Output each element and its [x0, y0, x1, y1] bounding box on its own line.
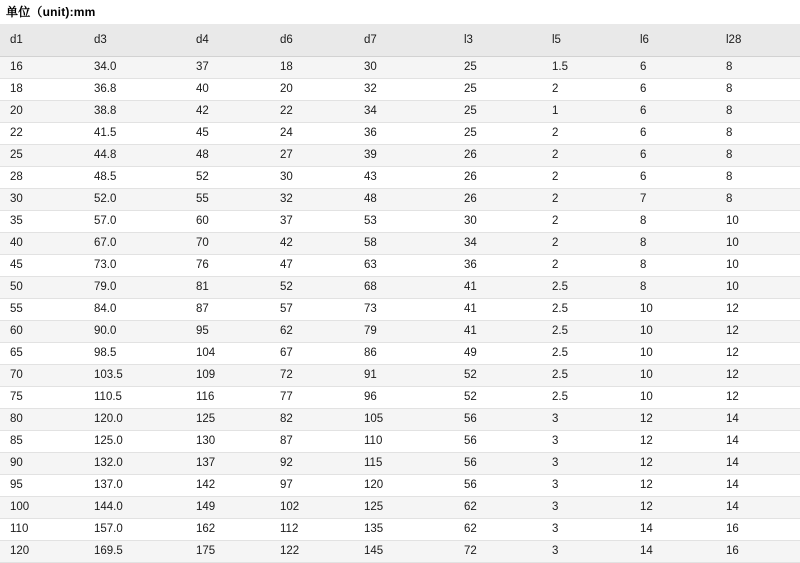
table-cell: 67	[270, 343, 354, 365]
table-cell: 30	[454, 211, 542, 233]
table-row	[0, 167, 800, 189]
table-cell: 12	[716, 321, 800, 343]
table-cell: 72	[270, 365, 354, 387]
table-body	[0, 57, 800, 563]
table-cell: 109	[186, 365, 270, 387]
table-cell: 145	[354, 541, 454, 563]
table-cell: 62	[454, 497, 542, 519]
table-cell: 169.5	[84, 541, 186, 563]
table-cell: 52.0	[84, 189, 186, 211]
table-cell: 2.5	[542, 365, 630, 387]
table-cell: 12	[630, 431, 716, 453]
table-cell: 6	[630, 123, 716, 145]
table-cell: 3	[542, 475, 630, 497]
table-cell: 40	[0, 233, 84, 255]
table-cell: 10	[716, 277, 800, 299]
table-cell: 8	[716, 145, 800, 167]
table-cell: 3	[542, 453, 630, 475]
table-cell: 12	[716, 299, 800, 321]
table-cell: 14	[630, 541, 716, 563]
table-cell: 87	[270, 431, 354, 453]
table-cell: 75	[0, 387, 84, 409]
table-cell: 41	[454, 321, 542, 343]
table-cell: 110	[354, 431, 454, 453]
table-cell: 38.8	[84, 101, 186, 123]
table-cell: 10	[716, 233, 800, 255]
table-cell: 22	[0, 123, 84, 145]
table-cell: 52	[186, 167, 270, 189]
table-row	[0, 365, 800, 387]
table-row	[0, 233, 800, 255]
table-header	[0, 24, 800, 57]
table-cell: 2	[542, 145, 630, 167]
table-row	[0, 453, 800, 475]
table-row	[0, 431, 800, 453]
table-cell: 25	[454, 101, 542, 123]
table-row	[0, 387, 800, 409]
table-cell: 8	[716, 189, 800, 211]
table-cell: 32	[270, 189, 354, 211]
table-cell: 1.5	[542, 57, 630, 79]
table-cell: 2	[542, 233, 630, 255]
table-cell: 157.0	[84, 519, 186, 541]
table-cell: 125	[186, 409, 270, 431]
table-cell: 60	[186, 211, 270, 233]
table-cell: 14	[716, 453, 800, 475]
table-cell: 39	[354, 145, 454, 167]
column-header-d4: d4	[186, 24, 270, 57]
table-cell: 56	[454, 409, 542, 431]
table-cell: 18	[270, 57, 354, 79]
table-cell: 12	[716, 343, 800, 365]
table-cell: 34.0	[84, 57, 186, 79]
table-cell: 12	[630, 475, 716, 497]
table-cell: 52	[454, 365, 542, 387]
table-row	[0, 277, 800, 299]
table-cell: 10	[630, 365, 716, 387]
table-row	[0, 211, 800, 233]
table-cell: 28	[0, 167, 84, 189]
table-cell: 125	[354, 497, 454, 519]
table-cell: 96	[354, 387, 454, 409]
table-cell: 95	[0, 475, 84, 497]
table-cell: 36	[454, 255, 542, 277]
column-header-d3: d3	[84, 24, 186, 57]
table-cell: 32	[354, 79, 454, 101]
table-row	[0, 57, 800, 79]
column-header-d1: d1	[0, 24, 84, 57]
specification-table	[0, 24, 800, 563]
table-cell: 3	[542, 541, 630, 563]
table-cell: 3	[542, 497, 630, 519]
table-cell: 41	[454, 277, 542, 299]
table-row	[0, 409, 800, 431]
table-row	[0, 189, 800, 211]
table-cell: 43	[354, 167, 454, 189]
table-cell: 10	[716, 255, 800, 277]
table-cell: 112	[270, 519, 354, 541]
table-cell: 135	[354, 519, 454, 541]
table-cell: 2.5	[542, 299, 630, 321]
table-cell: 90	[0, 453, 84, 475]
table-cell: 62	[270, 321, 354, 343]
table-cell: 116	[186, 387, 270, 409]
table-cell: 14	[630, 519, 716, 541]
table-cell: 122	[270, 541, 354, 563]
table-cell: 47	[270, 255, 354, 277]
table-header-row	[0, 24, 800, 57]
table-cell: 10	[630, 299, 716, 321]
table-cell: 8	[630, 211, 716, 233]
table-cell: 137	[186, 453, 270, 475]
table-row	[0, 101, 800, 123]
table-cell: 26	[454, 189, 542, 211]
table-cell: 80	[0, 409, 84, 431]
table-cell: 68	[354, 277, 454, 299]
table-cell: 92	[270, 453, 354, 475]
table-cell: 12	[630, 453, 716, 475]
table-cell: 57	[270, 299, 354, 321]
table-cell: 100	[0, 497, 84, 519]
table-cell: 57.0	[84, 211, 186, 233]
table-cell: 34	[354, 101, 454, 123]
table-cell: 55	[0, 299, 84, 321]
table-cell: 95	[186, 321, 270, 343]
table-row	[0, 497, 800, 519]
table-cell: 18	[0, 79, 84, 101]
table-cell: 27	[270, 145, 354, 167]
table-cell: 35	[0, 211, 84, 233]
table-cell: 3	[542, 409, 630, 431]
table-cell: 8	[630, 255, 716, 277]
table-cell: 48.5	[84, 167, 186, 189]
table-cell: 53	[354, 211, 454, 233]
table-cell: 6	[630, 79, 716, 101]
table-cell: 142	[186, 475, 270, 497]
table-row	[0, 255, 800, 277]
table-cell: 40	[186, 79, 270, 101]
table-cell: 77	[270, 387, 354, 409]
table-cell: 87	[186, 299, 270, 321]
table-cell: 102	[270, 497, 354, 519]
table-cell: 55	[186, 189, 270, 211]
table-cell: 12	[716, 365, 800, 387]
table-cell: 8	[716, 57, 800, 79]
table-cell: 79.0	[84, 277, 186, 299]
table-cell: 149	[186, 497, 270, 519]
table-cell: 90.0	[84, 321, 186, 343]
table-cell: 2.5	[542, 321, 630, 343]
table-cell: 97	[270, 475, 354, 497]
table-cell: 63	[354, 255, 454, 277]
table-cell: 12	[630, 409, 716, 431]
table-cell: 98.5	[84, 343, 186, 365]
table-cell: 144.0	[84, 497, 186, 519]
table-cell: 103.5	[84, 365, 186, 387]
table-cell: 2.5	[542, 387, 630, 409]
table-cell: 3	[542, 431, 630, 453]
table-cell: 2.5	[542, 343, 630, 365]
table-cell: 105	[354, 409, 454, 431]
table-cell: 10	[630, 387, 716, 409]
table-cell: 25	[454, 123, 542, 145]
table-cell: 85	[0, 431, 84, 453]
table-row	[0, 123, 800, 145]
table-cell: 12	[716, 387, 800, 409]
table-cell: 79	[354, 321, 454, 343]
table-cell: 65	[0, 343, 84, 365]
table-row	[0, 475, 800, 497]
table-cell: 20	[0, 101, 84, 123]
table-cell: 82	[270, 409, 354, 431]
column-header-d6: d6	[270, 24, 354, 57]
table-cell: 41.5	[84, 123, 186, 145]
table-cell: 16	[716, 541, 800, 563]
table-cell: 36	[354, 123, 454, 145]
table-cell: 14	[716, 409, 800, 431]
table-cell: 86	[354, 343, 454, 365]
table-cell: 125.0	[84, 431, 186, 453]
table-cell: 175	[186, 541, 270, 563]
table-cell: 30	[354, 57, 454, 79]
table-cell: 25	[454, 79, 542, 101]
table-cell: 14	[716, 475, 800, 497]
table-cell: 45	[0, 255, 84, 277]
table-cell: 48	[354, 189, 454, 211]
table-cell: 22	[270, 101, 354, 123]
table-row	[0, 343, 800, 365]
table-cell: 2.5	[542, 277, 630, 299]
table-cell: 30	[270, 167, 354, 189]
table-cell: 62	[454, 519, 542, 541]
table-row	[0, 541, 800, 563]
table-cell: 14	[716, 497, 800, 519]
table-cell: 34	[454, 233, 542, 255]
table-cell: 3	[542, 519, 630, 541]
table-cell: 2	[542, 211, 630, 233]
table-cell: 49	[454, 343, 542, 365]
table-cell: 20	[270, 79, 354, 101]
table-cell: 2	[542, 167, 630, 189]
table-cell: 8	[716, 167, 800, 189]
table-cell: 70	[0, 365, 84, 387]
table-cell: 8	[716, 123, 800, 145]
unit-title: 单位（unit):mm	[6, 5, 96, 19]
table-cell: 45	[186, 123, 270, 145]
table-cell: 73.0	[84, 255, 186, 277]
table-cell: 52	[454, 387, 542, 409]
table-cell: 16	[0, 57, 84, 79]
table-cell: 2	[542, 79, 630, 101]
table-cell: 84.0	[84, 299, 186, 321]
table-cell: 72	[454, 541, 542, 563]
table-cell: 26	[454, 167, 542, 189]
table-cell: 2	[542, 123, 630, 145]
table-cell: 120	[0, 541, 84, 563]
table-cell: 10	[630, 321, 716, 343]
table-cell: 70	[186, 233, 270, 255]
table-cell: 6	[630, 57, 716, 79]
table-cell: 76	[186, 255, 270, 277]
table-cell: 110	[0, 519, 84, 541]
table-cell: 14	[716, 431, 800, 453]
table-cell: 7	[630, 189, 716, 211]
table-cell: 52	[270, 277, 354, 299]
table-cell: 25	[0, 145, 84, 167]
table-cell: 36.8	[84, 79, 186, 101]
table-cell: 24	[270, 123, 354, 145]
table-row	[0, 519, 800, 541]
table-cell: 115	[354, 453, 454, 475]
table-cell: 8	[716, 101, 800, 123]
column-header-l5: l5	[542, 24, 630, 57]
table-cell: 25	[454, 57, 542, 79]
table-row	[0, 79, 800, 101]
table-row	[0, 145, 800, 167]
table-cell: 67.0	[84, 233, 186, 255]
table-cell: 50	[0, 277, 84, 299]
table-cell: 91	[354, 365, 454, 387]
table-cell: 44.8	[84, 145, 186, 167]
table-cell: 42	[270, 233, 354, 255]
table-cell: 73	[354, 299, 454, 321]
table-cell: 58	[354, 233, 454, 255]
column-header-l3: l3	[454, 24, 542, 57]
table-cell: 6	[630, 101, 716, 123]
table-cell: 137.0	[84, 475, 186, 497]
table-cell: 132.0	[84, 453, 186, 475]
table-cell: 56	[454, 453, 542, 475]
table-cell: 37	[186, 57, 270, 79]
table-cell: 6	[630, 167, 716, 189]
table-cell: 37	[270, 211, 354, 233]
table-cell: 8	[716, 79, 800, 101]
table-cell: 48	[186, 145, 270, 167]
column-header-l28: l28	[716, 24, 800, 57]
column-header-d7: d7	[354, 24, 454, 57]
table-cell: 2	[542, 255, 630, 277]
table-cell: 56	[454, 475, 542, 497]
table-cell: 130	[186, 431, 270, 453]
table-cell: 6	[630, 145, 716, 167]
table-cell: 104	[186, 343, 270, 365]
table-cell: 110.5	[84, 387, 186, 409]
table-cell: 81	[186, 277, 270, 299]
table-cell: 10	[630, 343, 716, 365]
table-cell: 162	[186, 519, 270, 541]
table-cell: 1	[542, 101, 630, 123]
table-cell: 30	[0, 189, 84, 211]
column-header-l6: l6	[630, 24, 716, 57]
table-cell: 8	[630, 233, 716, 255]
table-cell: 42	[186, 101, 270, 123]
table-row	[0, 321, 800, 343]
table-cell: 60	[0, 321, 84, 343]
table-cell: 16	[716, 519, 800, 541]
table-cell: 120.0	[84, 409, 186, 431]
table-cell: 10	[716, 211, 800, 233]
table-row	[0, 299, 800, 321]
table-cell: 2	[542, 189, 630, 211]
table-cell: 12	[630, 497, 716, 519]
table-cell: 41	[454, 299, 542, 321]
table-cell: 26	[454, 145, 542, 167]
table-cell: 56	[454, 431, 542, 453]
table-cell: 120	[354, 475, 454, 497]
table-cell: 8	[630, 277, 716, 299]
